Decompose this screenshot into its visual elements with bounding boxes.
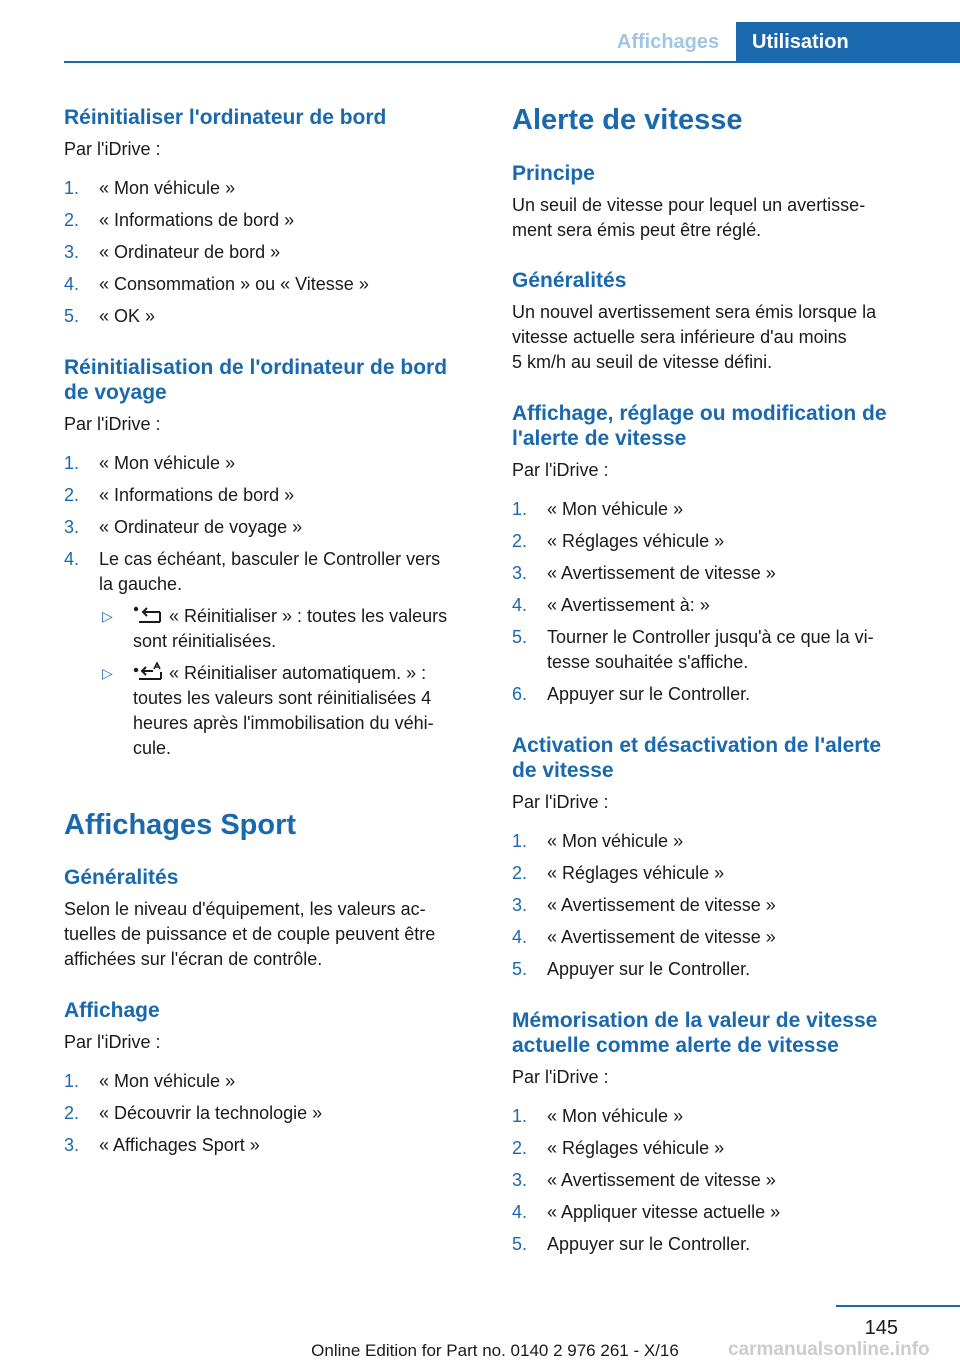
activation-intro: Par l'iDrive : — [512, 792, 609, 812]
heading-memorize-l2: actuelle comme alerte de vitesse — [512, 1034, 839, 1057]
edition-note: Online Edition for Part no. 0140 2 976 261 - X/16 — [311, 1341, 679, 1360]
page-number: 145 — [864, 1317, 898, 1339]
heading-display-l1: Affichage, réglage ou modification de — [512, 402, 887, 425]
reset-manual-icon — [133, 605, 163, 625]
heading-activation-l1: Activation et désactivation de l'alerte — [512, 734, 882, 757]
generalites-l3: 5 km/h au seuil de vitesse défini. — [512, 352, 773, 372]
header-rule — [64, 61, 960, 63]
bullet-triangle-icon: ▷ — [102, 608, 113, 624]
memorize-intro: Par l'iDrive : — [512, 1067, 609, 1087]
sport-intro: Par l'iDrive : — [64, 1032, 161, 1052]
heading-display-l2: l'alerte de vitesse — [512, 427, 687, 450]
sport-general-l1: Selon le niveau d'équipement, les valeurs ac- — [64, 899, 426, 919]
sport-general-l3: affichées sur l'écran de contrôle. — [64, 949, 323, 969]
heading-affichages-sport: Affichages Sport — [64, 809, 297, 841]
heading-sport-general: Généralités — [64, 866, 179, 889]
principe-l2: ment sera émis peut être réglé. — [512, 220, 762, 240]
sport-general-l2: tuelles de puissance et de couple peuvent être — [64, 924, 436, 944]
section-tab-utilisation[interactable]: Utilisation — [736, 22, 960, 62]
heading-reset-board: Réinitialiser l'ordinateur de bord — [64, 106, 387, 129]
reset-board-intro: Par l'iDrive : — [64, 139, 161, 159]
heading-memorize-l1: Mémorisation de la valeur de vitesse — [512, 1009, 878, 1032]
footer-rule — [836, 1305, 960, 1307]
reset-trip-intro: Par l'iDrive : — [64, 414, 161, 434]
generalites-l1: Un nouvel avertissement sera émis lorsque la — [512, 302, 877, 322]
watermark-text: carmanualsonline.info — [728, 1339, 930, 1360]
heading-principe: Principe — [512, 162, 595, 185]
heading-reset-trip-l1: Réinitialisation de l'ordinateur de bord — [64, 356, 448, 379]
heading-generalites: Généralités — [512, 269, 627, 292]
heading-alerte-vitesse: Alerte de vitesse — [512, 104, 743, 136]
heading-reset-trip-l2: de voyage — [64, 381, 167, 404]
heading-sport-display: Affichage — [64, 999, 160, 1022]
generalites-l2: vitesse actuelle sera inférieure d'au moins — [512, 327, 847, 347]
page-header — [0, 0, 960, 64]
principe-l1: Un seuil de vitesse pour lequel un avertisse- — [512, 195, 866, 215]
section-tab-affichages[interactable]: Affichages — [616, 30, 720, 53]
display-intro: Par l'iDrive : — [512, 460, 609, 480]
reset-auto-icon — [133, 662, 163, 682]
bullet-triangle-icon: ▷ — [102, 665, 113, 681]
heading-activation-l2: de vitesse — [512, 759, 614, 782]
